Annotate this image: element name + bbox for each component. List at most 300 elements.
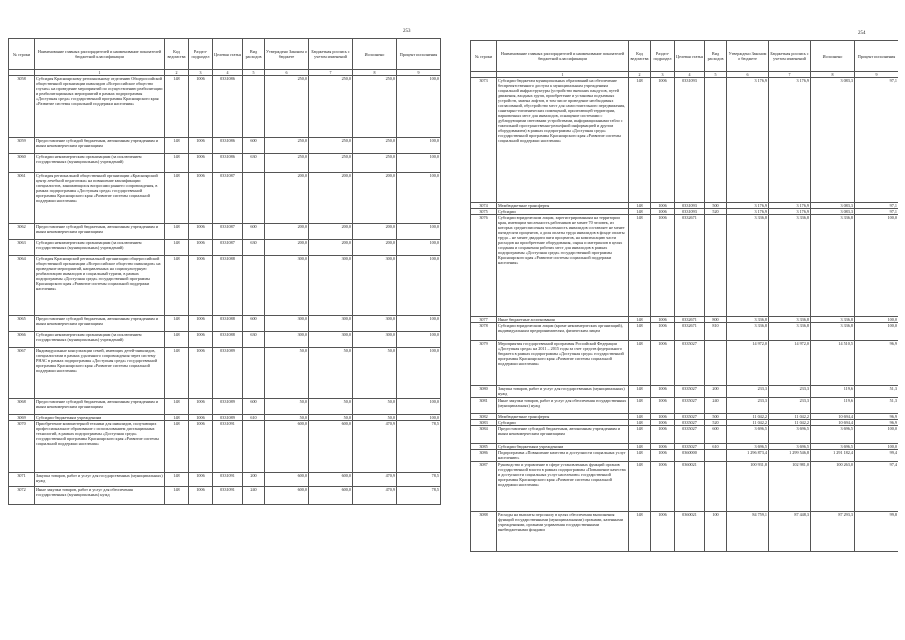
row-number: 3079: [471, 341, 497, 386]
approved-amount: 300,0: [265, 332, 309, 348]
table-row: [9, 76, 441, 138]
column-header: Процент исполнения: [855, 41, 899, 72]
expense-type: 810: [705, 323, 727, 341]
expense-type: 630: [243, 154, 265, 173]
expense-type: 600: [243, 399, 265, 415]
column-number: 6: [727, 72, 769, 78]
approved-amount: 3 336,8: [727, 317, 769, 323]
column-number: 4: [213, 70, 243, 76]
dept-code: 148: [165, 399, 189, 415]
execution-percent: 100,0: [397, 348, 441, 399]
expense-type: 200: [243, 473, 265, 487]
execution-percent: 100,0: [397, 316, 441, 332]
budget-table: [470, 40, 898, 552]
section-code: 1006: [651, 420, 675, 426]
approved-amount: 600,0: [265, 421, 309, 473]
table-row: [9, 487, 441, 505]
budget-amount: 250,0: [309, 154, 353, 173]
column-number: 1: [35, 70, 165, 76]
column-header: Вид расходов: [705, 41, 727, 72]
row-description: Предоставление субсидий бюджетным, автономным учреждениям и иным некоммерческим организациям: [35, 316, 165, 332]
dept-code: 148: [629, 341, 651, 386]
approved-amount: 233,3: [727, 386, 769, 398]
budget-amount: 87 448,3: [769, 512, 811, 552]
execution-percent: 100,0: [855, 426, 899, 444]
execution-percent: 100,0: [397, 224, 441, 240]
target-code: 0331091: [213, 473, 243, 487]
column-number: 9: [397, 70, 441, 76]
execution-percent: 100,0: [397, 154, 441, 173]
budget-amount: 3 696,5: [769, 444, 811, 450]
table-row: [471, 450, 899, 462]
approved-amount: 11 042,2: [727, 414, 769, 420]
target-code: 0331093: [675, 78, 705, 203]
approved-amount: 14 972,0: [727, 341, 769, 386]
expense-type: [243, 348, 265, 399]
row-number: 3069: [9, 415, 35, 421]
dept-code: 148: [165, 256, 189, 316]
approved-amount: 84 759,1: [727, 512, 769, 552]
column-number: 3: [189, 70, 213, 76]
executed-amount: 200,0: [353, 173, 397, 224]
expense-type: 630: [243, 240, 265, 256]
execution-percent: 100,0: [397, 76, 441, 138]
row-description: Субсидии: [497, 209, 629, 215]
budget-amount: 3 176,9: [769, 209, 811, 215]
dept-code: 148: [629, 420, 651, 426]
expense-type: 240: [705, 398, 727, 414]
dept-code: 148: [629, 398, 651, 414]
dept-code: 148: [629, 462, 651, 512]
executed-amount: 470,9: [353, 473, 397, 487]
row-description: Предоставление субсидий бюджетным, автономным учреждениям и иным некоммерческим организациям: [35, 138, 165, 154]
executed-amount: 250,0: [353, 154, 397, 173]
target-code: 0331089: [213, 399, 243, 415]
column-header: Утверждено Законом о бюджете: [727, 41, 769, 72]
approved-amount: 3 176,9: [727, 78, 769, 203]
table-row: [9, 316, 441, 332]
section-code: 1006: [189, 240, 213, 256]
approved-amount: 250,0: [265, 138, 309, 154]
approved-amount: 250,0: [265, 154, 309, 173]
row-description: Субсидия Красноярской региональной организации общероссийской общественной организации «Всероссийское общество инвалидов» на проведение мероприятий, направленных на социокультурную реабилитацию инвалидов и социальный туризм, в рамках подпрограммы «Доступная среда» государственной программы Красноярского края «Развитие системы социальной поддержки населения»: [35, 256, 165, 316]
section-code: 1006: [651, 444, 675, 450]
execution-percent: 100,0: [397, 256, 441, 316]
column-number: 4: [675, 72, 705, 78]
row-description: Субсидии бюджетным учреждениям: [35, 415, 165, 421]
column-number: 8: [353, 70, 397, 76]
dept-code: 148: [629, 209, 651, 215]
row-number: 3076: [471, 215, 497, 317]
section-code: 1006: [651, 203, 675, 209]
approved-amount: 3 176,9: [727, 203, 769, 209]
table-row: [9, 332, 441, 348]
dept-code: 148: [629, 203, 651, 209]
target-code: 0360021: [675, 512, 705, 552]
row-description: Межбюджетные трансферты: [497, 414, 629, 420]
expense-type: [705, 462, 727, 512]
row-number: 3077: [471, 317, 497, 323]
row-description: Подпрограмма «Повышение качества и доступности социальных услуг населению»: [497, 450, 629, 462]
table-row: [471, 462, 899, 512]
executed-amount: 3 696,5: [811, 426, 855, 444]
row-number: 3074: [471, 203, 497, 209]
column-header: Код ведомства: [165, 39, 189, 70]
table-row: [471, 78, 899, 203]
budget-amount: 3 176,9: [769, 203, 811, 209]
table-row: [9, 224, 441, 240]
execution-percent: 100,0: [397, 415, 441, 421]
table-row: [9, 399, 441, 415]
table-row: [471, 323, 899, 341]
approved-amount: 50,0: [265, 348, 309, 399]
section-code: 1006: [189, 487, 213, 505]
execution-percent: 100,0: [397, 173, 441, 224]
row-description: Субсидии: [497, 420, 629, 426]
section-code: 1006: [189, 473, 213, 487]
dept-code: 148: [629, 317, 651, 323]
row-description: Закупка товаров, работ и услуг для государственных (муниципальных) нужд: [35, 473, 165, 487]
column-header: Бюджетная роспись с учетом изменений: [309, 39, 353, 70]
target-code: 0331088: [213, 256, 243, 316]
row-number: 3085: [471, 444, 497, 450]
target-code: 0332671: [675, 323, 705, 341]
row-description: Предоставление субсидий бюджетным, автономным учреждениям и иным некоммерческим организациям: [497, 426, 629, 444]
table-row: [9, 348, 441, 399]
approved-amount: 300,0: [265, 316, 309, 332]
target-code: 0331087: [213, 173, 243, 224]
section-code: 1006: [651, 215, 675, 317]
expense-type: 600: [243, 316, 265, 332]
dept-code: 148: [165, 173, 189, 224]
approved-amount: 50,0: [265, 399, 309, 415]
row-number: 3061: [9, 173, 35, 224]
budget-amount: 600,0: [309, 487, 353, 505]
execution-percent: 99,8: [855, 512, 899, 552]
budget-amount: 1 299 546,8: [769, 450, 811, 462]
section-code: 1006: [189, 173, 213, 224]
table-row: [9, 240, 441, 256]
approved-amount: 600,0: [265, 487, 309, 505]
dept-code: 148: [165, 76, 189, 138]
row-number: 3071: [9, 473, 35, 487]
expense-type: [705, 341, 727, 386]
target-code: 0331091: [213, 487, 243, 505]
target-code: 0335027: [675, 386, 705, 398]
executed-amount: 87 293,3: [811, 512, 855, 552]
dept-code: 148: [629, 386, 651, 398]
approved-amount: 3 336,8: [727, 215, 769, 317]
table-row: [9, 256, 441, 316]
budget-amount: 3 336,8: [769, 215, 811, 317]
table-header: [471, 41, 899, 78]
row-description: Субсидии бюджетам муниципальных образований на обеспечение беспрепятственного доступа к муниципальным учреждениям социальной инфраструктуры (устройство внешних пандусов, путей движения, входных групп, приобретение и установка подъемных устройств, замена лифтов, в том числе проведение необходимых согласований, обустройство мест для самостоятельного передвижения, санитарно-гигиенических помещений, прилегающей территории, парковочных мест для инвалидов, оснащение системами с дублирующими световыми устройствами, информационными табло с тактильной пространственно-рельефной информацией и другим оборудованием) в рамках подпрограммы «Доступная среда» государственной программы Красноярского края «Развитие системы социальной поддержки населения»: [497, 78, 629, 203]
column-number: 1: [497, 72, 629, 78]
approved-amount: 3 176,9: [727, 209, 769, 215]
column-number: 6: [265, 70, 309, 76]
row-number: 3072: [9, 487, 35, 505]
executed-amount: 1 291 182,4: [811, 450, 855, 462]
dept-code: 148: [165, 138, 189, 154]
budget-amount: 200,0: [309, 173, 353, 224]
row-description: Субсидии юридическим лицам (кроме некоммерческих организаций), индивидуальным предпринимателям, физическим лицам: [497, 323, 629, 341]
execution-percent: 78,5: [397, 487, 441, 505]
expense-type: 610: [243, 415, 265, 421]
row-number: 3064: [9, 256, 35, 316]
target-code: 0335027: [675, 426, 705, 444]
budget-amount: 233,3: [769, 398, 811, 414]
table-row: [471, 426, 899, 444]
executed-amount: 300,0: [353, 316, 397, 332]
approved-amount: 3 696,5: [727, 426, 769, 444]
section-code: 1006: [189, 138, 213, 154]
executed-amount: 100 263,0: [811, 462, 855, 512]
executed-amount: 14 510,5: [811, 341, 855, 386]
row-description: Иные бюджетные ассигнования: [497, 317, 629, 323]
table-row: [9, 138, 441, 154]
column-header: Наименование главных распорядителей и наименование показателей бюджетной классификации: [497, 41, 629, 72]
section-code: 1006: [189, 316, 213, 332]
target-code: 0360021: [675, 462, 705, 512]
approved-amount: 200,0: [265, 224, 309, 240]
expense-type: 600: [243, 138, 265, 154]
row-description: Предоставление субсидий бюджетным, автономным учреждениям и иным некоммерческим организациям: [35, 224, 165, 240]
target-code: 0331089: [213, 415, 243, 421]
executed-amount: 3 696,5: [811, 444, 855, 450]
row-description: Закупка товаров, работ и услуг для государственных (муниципальных) нужд: [497, 386, 629, 398]
execution-percent: 97,1: [855, 203, 899, 209]
expense-type: [243, 256, 265, 316]
budget-amount: 3 336,8: [769, 317, 811, 323]
row-number: 3067: [9, 348, 35, 399]
approved-amount: 250,0: [265, 76, 309, 138]
row-description: Межбюджетные трансферты: [497, 203, 629, 209]
column-header: Процент исполнения: [397, 39, 441, 70]
section-code: 1006: [189, 399, 213, 415]
expense-type: 100: [705, 512, 727, 552]
dept-code: 148: [629, 215, 651, 317]
execution-percent: 99,4: [855, 450, 899, 462]
section-code: 1006: [651, 462, 675, 512]
executed-amount: 3 083,3: [811, 203, 855, 209]
section-code: 1006: [651, 78, 675, 203]
section-code: 1006: [189, 421, 213, 473]
table-header: [9, 39, 441, 76]
execution-percent: 97,1: [855, 209, 899, 215]
dept-code: 148: [165, 316, 189, 332]
execution-percent: 100,0: [397, 332, 441, 348]
dept-code: 148: [629, 512, 651, 552]
executed-amount: 3 083,3: [811, 78, 855, 203]
expense-type: [705, 450, 727, 462]
budget-amount: 300,0: [309, 332, 353, 348]
column-header: Наименование главных распорядителей и наименование показателей бюджетной классификации: [35, 39, 165, 70]
expense-type: [243, 76, 265, 138]
approved-amount: 1 296 873,4: [727, 450, 769, 462]
table-row: [9, 421, 441, 473]
left-page: [8, 0, 446, 640]
row-description: Предоставление субсидий бюджетным, автономным учреждениям и иным некоммерческим организациям: [35, 399, 165, 415]
expense-type: 200: [705, 386, 727, 398]
budget-amount: 250,0: [309, 138, 353, 154]
column-number: 5: [243, 70, 265, 76]
row-description: Субсидии некоммерческим организациям (за исключением государственных (муниципальных) учреждений): [35, 154, 165, 173]
target-code: 0331087: [213, 224, 243, 240]
budget-amount: 600,0: [309, 473, 353, 487]
budget-amount: 50,0: [309, 399, 353, 415]
target-code: 0335027: [675, 420, 705, 426]
approved-amount: 200,0: [265, 173, 309, 224]
approved-amount: 3 336,8: [727, 323, 769, 341]
executed-amount: 470,9: [353, 421, 397, 473]
budget-amount: 233,3: [769, 386, 811, 398]
execution-percent: 78,5: [397, 473, 441, 487]
row-number: 3060: [9, 154, 35, 173]
executed-amount: 119,6: [811, 398, 855, 414]
column-header: № строки: [9, 39, 35, 70]
table-row: [9, 154, 441, 173]
budget-amount: 11 042,2: [769, 420, 811, 426]
section-code: 1006: [189, 154, 213, 173]
approved-amount: 3 696,5: [727, 444, 769, 450]
expense-type: 240: [243, 487, 265, 505]
expense-type: 500: [705, 414, 727, 420]
page-number: 254: [858, 31, 866, 36]
column-number: 9: [855, 72, 899, 78]
column-header: Целевая статья: [675, 41, 705, 72]
dept-code: 148: [629, 78, 651, 203]
row-number: 3075: [471, 209, 497, 215]
budget-amount: 14 972,0: [769, 341, 811, 386]
approved-amount: 200,0: [265, 240, 309, 256]
row-description: Субсидии некоммерческим организациям (за исключением государственных (муниципальных) учреждений): [35, 332, 165, 348]
budget-amount: 3 336,8: [769, 323, 811, 341]
dept-code: 148: [165, 473, 189, 487]
executed-amount: 50,0: [353, 399, 397, 415]
executed-amount: 470,9: [353, 487, 397, 505]
target-code: 0332671: [675, 317, 705, 323]
expense-type: 600: [243, 224, 265, 240]
target-code: 0335027: [675, 444, 705, 450]
section-code: 1006: [651, 512, 675, 552]
execution-percent: 100,0: [855, 317, 899, 323]
column-header: Раздел-подраздел: [651, 41, 675, 72]
dept-code: 148: [165, 415, 189, 421]
row-number: 3068: [9, 399, 35, 415]
target-code: 0331086: [213, 76, 243, 138]
row-number: 3078: [471, 323, 497, 341]
row-description: Руководство и управление в сфере установленных функций органов государственной власти в рамках подпрограммы «Повышение качества и доступности социальных услуг населению» государственной программы Красноярского края «Развитие системы социальной поддержки населения»: [497, 462, 629, 512]
executed-amount: 300,0: [353, 332, 397, 348]
executed-amount: 250,0: [353, 138, 397, 154]
expense-type: 520: [705, 420, 727, 426]
executed-amount: 3 336,8: [811, 317, 855, 323]
page-number: 253: [403, 29, 411, 34]
column-header: Целевая статья: [213, 39, 243, 70]
approved-amount: 233,3: [727, 398, 769, 414]
target-code: 0331086: [213, 154, 243, 173]
dept-code: 148: [165, 332, 189, 348]
approved-amount: 100 931,8: [727, 462, 769, 512]
section-code: 1006: [651, 209, 675, 215]
target-code: 0360000: [675, 450, 705, 462]
expense-type: 600: [705, 426, 727, 444]
target-code: 0331088: [213, 316, 243, 332]
budget-amount: 3 176,9: [769, 78, 811, 203]
row-number: 3088: [471, 512, 497, 552]
budget-amount: 600,0: [309, 421, 353, 473]
approved-amount: 300,0: [265, 256, 309, 316]
column-header: Исполнено: [353, 39, 397, 70]
dept-code: 148: [629, 426, 651, 444]
section-code: 1006: [189, 224, 213, 240]
column-number: 3: [651, 72, 675, 78]
target-code: 0335027: [675, 414, 705, 420]
row-description: Мероприятия государственной программы Российской Федерации «Доступная среда» на 2011 – 2015 годы за счет средств федерального бюджета в рамках подпрограммы «Доступная среда» государственной программы Красноярского края «Развитие системы социальной поддержки населения»: [497, 341, 629, 386]
target-code: 0331093: [675, 203, 705, 209]
row-description: Субсидии бюджетным учреждениям: [497, 444, 629, 450]
column-number: 2: [629, 72, 651, 78]
executed-amount: 250,0: [353, 76, 397, 138]
executed-amount: 3 336,8: [811, 215, 855, 317]
row-number: 3059: [9, 138, 35, 154]
column-header: Код ведомства: [629, 41, 651, 72]
section-code: 1006: [189, 415, 213, 421]
target-code: 0331088: [213, 332, 243, 348]
table-row: [9, 473, 441, 487]
row-number: 3058: [9, 76, 35, 138]
execution-percent: 97,1: [855, 78, 899, 203]
table-row: [471, 341, 899, 386]
table-row: [471, 398, 899, 414]
approved-amount: 11 042,2: [727, 420, 769, 426]
right-page: [470, 0, 898, 640]
section-code: 1006: [651, 414, 675, 420]
execution-percent: 100,0: [397, 399, 441, 415]
column-header: Утверждено Законом о бюджете: [265, 39, 309, 70]
expense-type: 610: [705, 444, 727, 450]
section-code: 1006: [189, 332, 213, 348]
execution-percent: 97,4: [855, 462, 899, 512]
section-code: 1006: [651, 450, 675, 462]
row-number: 3065: [9, 316, 35, 332]
executed-amount: 200,0: [353, 240, 397, 256]
target-code: 0331086: [213, 138, 243, 154]
expense-type: [705, 78, 727, 203]
expense-type: [705, 215, 727, 317]
dept-code: 148: [165, 240, 189, 256]
dept-code: 148: [165, 487, 189, 505]
section-code: 1006: [651, 323, 675, 341]
table-row: [471, 215, 899, 317]
execution-percent: 51,3: [855, 386, 899, 398]
approved-amount: 600,0: [265, 473, 309, 487]
budget-amount: 50,0: [309, 415, 353, 421]
executed-amount: 3 336,8: [811, 323, 855, 341]
target-code: 0332671: [675, 215, 705, 317]
dept-code: 148: [165, 348, 189, 399]
table-row: [9, 173, 441, 224]
budget-amount: 11 042,2: [769, 414, 811, 420]
section-code: 1006: [651, 426, 675, 444]
executed-amount: 300,0: [353, 256, 397, 316]
row-number: 3066: [9, 332, 35, 348]
row-description: Иные закупки товаров, работ и услуг для обеспечения государственных (муниципальных) нужд: [35, 487, 165, 505]
execution-percent: 51,3: [855, 398, 899, 414]
target-code: 0335027: [675, 341, 705, 386]
column-number: 7: [309, 70, 353, 76]
executed-amount: 3 083,3: [811, 209, 855, 215]
